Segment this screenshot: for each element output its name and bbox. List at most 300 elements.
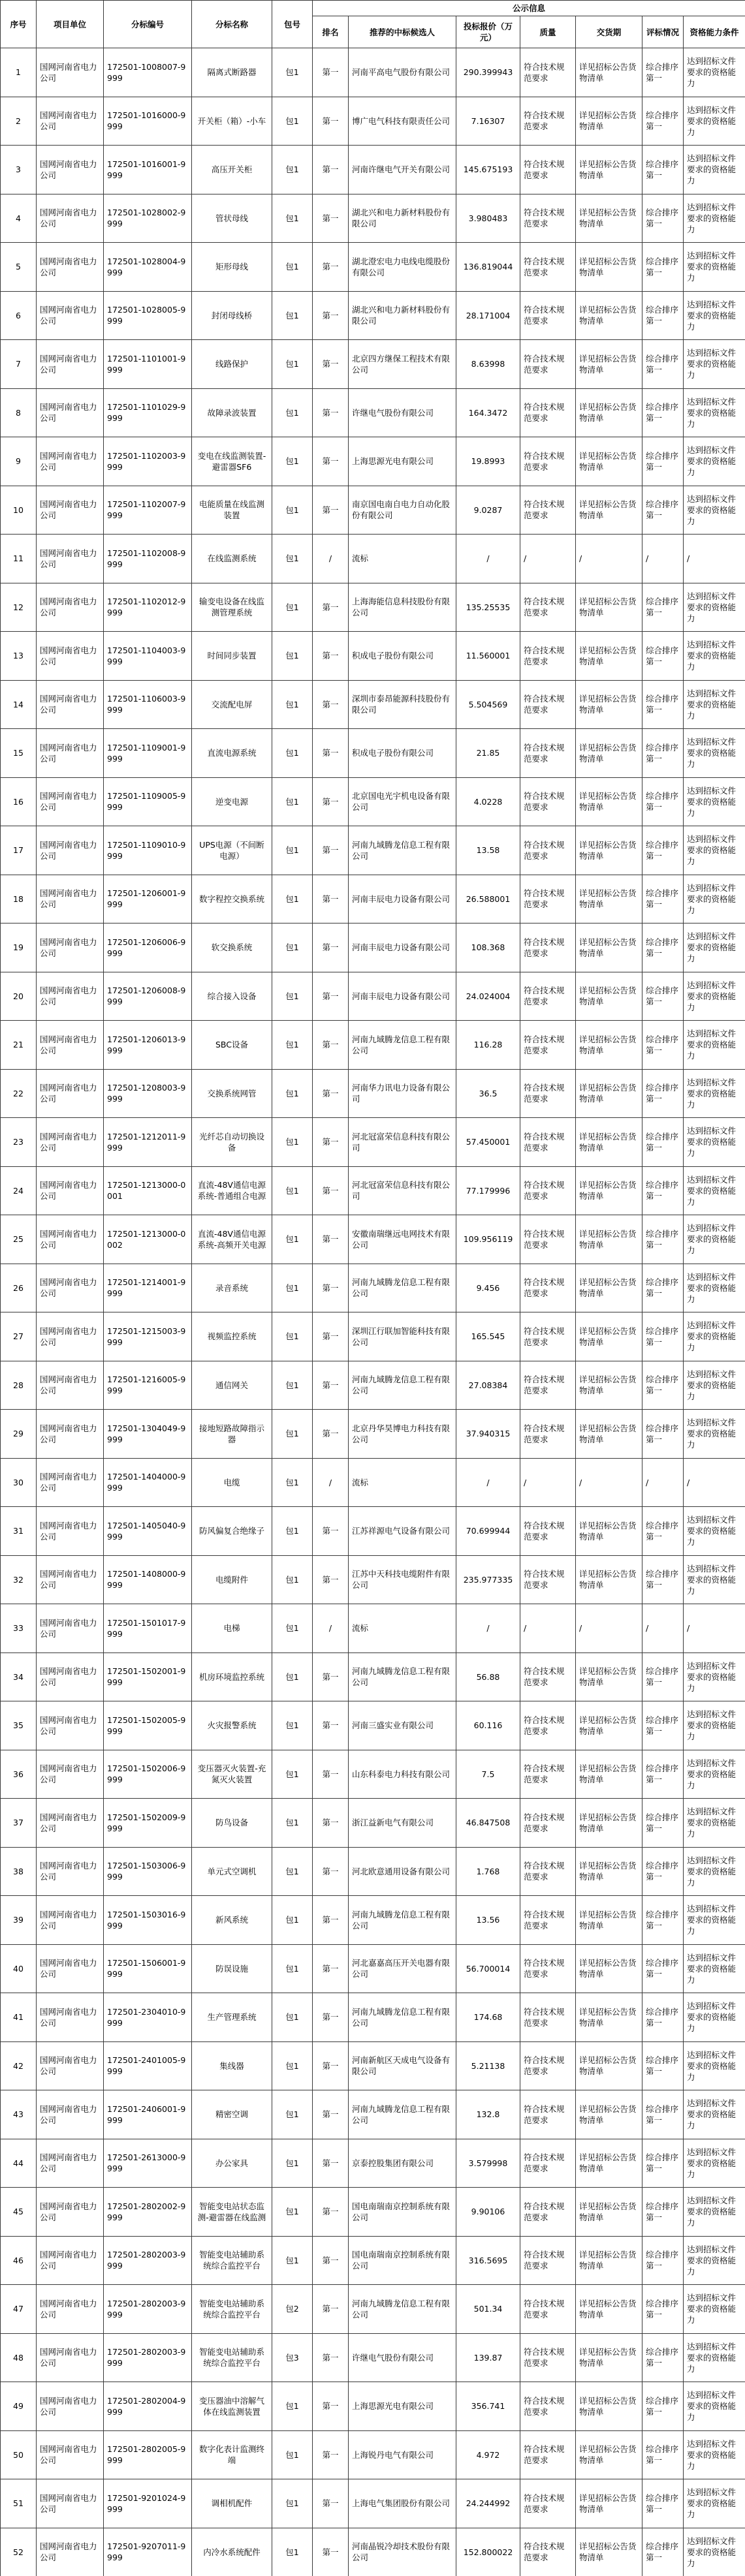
delivery-cell: 详见招标公告货物清单 [576,97,642,146]
quality-cell: / [520,535,576,583]
index-cell: 32 [1,1555,37,1604]
lot-code-cell: 172501-1206006-9999 [104,923,192,972]
table-row [1,2041,745,2090]
qualification-cell: 达到招标文件要求的资格能力 [684,1944,745,1993]
bid-price-cell: 3.579998 [456,2139,520,2188]
package-cell: 包1 [272,1653,313,1701]
lot-code-cell: 172501-1503006-9999 [104,1847,192,1896]
qualification-cell: 达到招标文件要求的资格能力 [684,1166,745,1215]
project-unit-cell: 国网河南省电力公司 [37,583,104,632]
lot-code-cell: 172501-1503016-9999 [104,1896,192,1945]
index-cell: 26 [1,1264,37,1312]
qualification-cell: 达到招标文件要求的资格能力 [684,2188,745,2237]
index-cell: 1 [1,48,37,97]
qualification-cell: 达到招标文件要求的资格能力 [684,2041,745,2090]
delivery-cell: 详见招标公告货物清单 [576,1653,642,1701]
qualification-cell: 达到招标文件要求的资格能力 [684,2333,745,2382]
lot-code-cell: 172501-1208003-9999 [104,1069,192,1118]
candidate-cell: 积成电子股份有限公司 [349,729,456,778]
bid-price-cell: 1.768 [456,1847,520,1896]
bid-price-cell: 13.56 [456,1896,520,1945]
lot-code-cell: 172501-1102007-9999 [104,486,192,535]
lot-code-cell: 172501-1215003-9999 [104,1312,192,1361]
lot-code-cell: 172501-1404000-9999 [104,1458,192,1507]
bid-price-cell: 165.545 [456,1312,520,1361]
evaluation-cell: 综合排序第一 [642,1701,684,1750]
quality-cell: 符合技术规范要求 [520,1264,576,1312]
table-row [1,1507,745,1556]
bid-price-cell: 21.85 [456,729,520,778]
package-cell: 包1 [272,437,313,486]
evaluation-cell: 综合排序第一 [642,1118,684,1167]
bid-price-cell: 174.68 [456,1993,520,2042]
table-row [1,875,745,923]
quality-cell: 符合技术规范要求 [520,777,576,826]
candidate-cell: 国电南瑞南京控制系统有限公司 [349,2188,456,2237]
project-unit-cell: 国网河南省电力公司 [37,388,104,437]
delivery-cell: 详见招标公告货物清单 [576,2430,642,2479]
candidate-cell: 山东科泰电力科技有限公司 [349,1750,456,1799]
package-cell: 包1 [272,388,313,437]
candidate-cell: 北京国电光宇机电设备有限公司 [349,777,456,826]
lot-code-cell: 172501-1502009-9999 [104,1799,192,1848]
lot-name-cell: 数字程控交换系统 [192,875,272,923]
project-unit-cell: 国网河南省电力公司 [37,535,104,583]
bid-price-cell: 132.8 [456,2090,520,2139]
quality-cell: 符合技术规范要求 [520,97,576,146]
index-cell: 43 [1,2090,37,2139]
index-cell: 20 [1,972,37,1021]
index-cell: 44 [1,2139,37,2188]
header-candidate: 推荐的中标候选人 [349,16,456,48]
qualification-cell: / [684,1458,745,1507]
rank-cell: 第一 [313,972,349,1021]
qualification-cell: 达到招标文件要求的资格能力 [684,1701,745,1750]
evaluation-cell: / [642,1604,684,1653]
qualification-cell: 达到招标文件要求的资格能力 [684,632,745,681]
candidate-cell: 河南九域腾龙信息工程有限公司 [349,1896,456,1945]
index-cell: 2 [1,97,37,146]
rank-cell: 第一 [313,632,349,681]
bid-price-cell: 135.25535 [456,583,520,632]
delivery-cell: 详见招标公告货物清单 [576,972,642,1021]
package-cell: 包3 [272,2333,313,2382]
lot-code-cell: 172501-1109005-9999 [104,777,192,826]
qualification-cell: 达到招标文件要求的资格能力 [684,583,745,632]
evaluation-cell: 综合排序第一 [642,243,684,292]
delivery-cell: 详见招标公告货物清单 [576,1944,642,1993]
candidate-cell: 河北欧意通用设备有限公司 [349,1847,456,1896]
package-cell: 包1 [272,2430,313,2479]
package-cell: 包1 [272,194,313,243]
bid-price-cell: 145.675193 [456,146,520,194]
evaluation-cell: 综合排序第一 [642,583,684,632]
package-cell: 包2 [272,2285,313,2334]
lot-name-cell: 防误设施 [192,1944,272,1993]
candidate-cell: 河南九域腾龙信息工程有限公司 [349,1653,456,1701]
delivery-cell: 详见招标公告货物清单 [576,729,642,778]
qualification-cell: 达到招标文件要求的资格能力 [684,875,745,923]
rank-cell: 第一 [313,923,349,972]
rank-cell: 第一 [313,729,349,778]
delivery-cell: 详见招标公告货物清单 [576,146,642,194]
project-unit-cell: 国网河南省电力公司 [37,1847,104,1896]
lot-name-cell: 电梯 [192,1604,272,1653]
rank-cell: 第一 [313,1069,349,1118]
index-cell: 18 [1,875,37,923]
project-unit-cell: 国网河南省电力公司 [37,1458,104,1507]
rank-cell: / [313,1458,349,1507]
rank-cell: 第一 [313,2090,349,2139]
quality-cell: 符合技术规范要求 [520,437,576,486]
project-unit-cell: 国网河南省电力公司 [37,1215,104,1264]
bid-price-cell: 77.179996 [456,1166,520,1215]
candidate-cell: 河北嘉嘉高压开关电器有限公司 [349,1944,456,1993]
table-row [1,291,745,340]
package-cell: 包1 [272,2528,313,2576]
bid-price-cell: 5.21138 [456,2041,520,2090]
lot-name-cell: 矩形母线 [192,243,272,292]
table-row [1,437,745,486]
package-cell: 包1 [272,826,313,875]
package-cell: 包1 [272,875,313,923]
delivery-cell: 详见招标公告货物清单 [576,2090,642,2139]
qualification-cell: 达到招标文件要求的资格能力 [684,1507,745,1556]
package-cell: 包1 [272,340,313,389]
project-unit-cell: 国网河南省电力公司 [37,194,104,243]
lot-name-cell: 防鸟设备 [192,1799,272,1848]
index-cell: 19 [1,923,37,972]
table-row [1,2236,745,2285]
project-unit-cell: 国网河南省电力公司 [37,680,104,729]
table-row [1,1166,745,1215]
bid-price-cell: 290.399943 [456,48,520,97]
evaluation-cell: 综合排序第一 [642,680,684,729]
evaluation-cell: 综合排序第一 [642,923,684,972]
lot-code-cell: 172501-1206008-9999 [104,972,192,1021]
qualification-cell: 达到招标文件要求的资格能力 [684,1361,745,1410]
evaluation-cell: 综合排序第一 [642,1896,684,1945]
bid-price-cell: 152.800022 [456,2528,520,2576]
rank-cell: 第一 [313,1993,349,2042]
index-cell: 39 [1,1896,37,1945]
package-cell: 包1 [272,243,313,292]
rank-cell: 第一 [313,2528,349,2576]
package-cell: 包1 [272,923,313,972]
quality-cell: 符合技术规范要求 [520,1507,576,1556]
header-qualification: 资格能力条件 [684,16,745,48]
evaluation-cell: 综合排序第一 [642,1993,684,2042]
lot-name-cell: 视频监控系统 [192,1312,272,1361]
table-row [1,388,745,437]
project-unit-cell: 国网河南省电力公司 [37,1653,104,1701]
table-row [1,583,745,632]
evaluation-cell: 综合排序第一 [642,632,684,681]
delivery-cell: 详见招标公告货物清单 [576,2139,642,2188]
candidate-cell: 河南丰辰电力设备有限公司 [349,875,456,923]
rank-cell: 第一 [313,2236,349,2285]
evaluation-cell: 综合排序第一 [642,2139,684,2188]
project-unit-cell: 国网河南省电力公司 [37,2236,104,2285]
lot-name-cell: 交换系统网管 [192,1069,272,1118]
table-row [1,1410,745,1459]
delivery-cell: 详见招标公告货物清单 [576,2333,642,2382]
delivery-cell: / [576,1604,642,1653]
lot-name-cell: 输变电设备在线监测管理系统 [192,583,272,632]
lot-name-cell: 直流-48V通信电源系统-高频开关电源 [192,1215,272,1264]
candidate-cell: 河南九域腾龙信息工程有限公司 [349,826,456,875]
qualification-cell: 达到招标文件要求的资格能力 [684,1264,745,1312]
package-cell: 包1 [272,1701,313,1750]
evaluation-cell: 综合排序第一 [642,875,684,923]
delivery-cell: / [576,535,642,583]
candidate-cell: 河南九域腾龙信息工程有限公司 [349,1993,456,2042]
evaluation-cell: 综合排序第一 [642,1166,684,1215]
evaluation-cell: 综合排序第一 [642,48,684,97]
table-row [1,1069,745,1118]
rank-cell: 第一 [313,1750,349,1799]
rank-cell: 第一 [313,1264,349,1312]
table-row [1,2188,745,2237]
package-cell: 包1 [272,680,313,729]
candidate-cell: 上海锐丹电气有限公司 [349,2430,456,2479]
qualification-cell: 达到招标文件要求的资格能力 [684,2479,745,2528]
package-cell: 包1 [272,535,313,583]
quality-cell: 符合技术规范要求 [520,1069,576,1118]
lot-code-cell: 172501-1216005-9999 [104,1361,192,1410]
quality-cell: 符合技术规范要求 [520,680,576,729]
evaluation-cell: 综合排序第一 [642,2528,684,2576]
delivery-cell: 详见招标公告货物清单 [576,826,642,875]
delivery-cell: 详见招标公告货物清单 [576,1021,642,1070]
candidate-cell: 江苏祥源电气设备有限公司 [349,1507,456,1556]
candidate-cell: 北京四方继保工程技术有限公司 [349,340,456,389]
qualification-cell: 达到招标文件要求的资格能力 [684,1118,745,1167]
lot-code-cell: 172501-1405040-9999 [104,1507,192,1556]
evaluation-cell: 综合排序第一 [642,2041,684,2090]
qualification-cell: 达到招标文件要求的资格能力 [684,340,745,389]
package-cell: 包1 [272,1799,313,1848]
table-row [1,2430,745,2479]
evaluation-cell: 综合排序第一 [642,97,684,146]
qualification-cell: 达到招标文件要求的资格能力 [684,680,745,729]
bid-price-cell: 7.5 [456,1750,520,1799]
qualification-cell: 达到招标文件要求的资格能力 [684,2285,745,2334]
evaluation-cell: 综合排序第一 [642,777,684,826]
rank-cell: 第一 [313,777,349,826]
lot-code-cell: 172501-1502006-9999 [104,1750,192,1799]
project-unit-cell: 国网河南省电力公司 [37,2285,104,2334]
lot-name-cell: SBC设备 [192,1021,272,1070]
table-row [1,146,745,194]
table-row [1,97,745,146]
quality-cell: 符合技术规范要求 [520,1750,576,1799]
package-cell: 包1 [272,1896,313,1945]
package-cell: 包1 [272,2188,313,2237]
quality-cell: 符合技术规范要求 [520,48,576,97]
evaluation-cell: 综合排序第一 [642,486,684,535]
delivery-cell: / [576,1458,642,1507]
evaluation-cell: 综合排序第一 [642,1944,684,1993]
lot-code-cell: 172501-2401005-9999 [104,2041,192,2090]
project-unit-cell: 国网河南省电力公司 [37,1896,104,1945]
project-unit-cell: 国网河南省电力公司 [37,1410,104,1459]
qualification-cell: 达到招标文件要求的资格能力 [684,1993,745,2042]
candidate-cell: 深圳市泰昂能源科技股份有限公司 [349,680,456,729]
table-row [1,1604,745,1653]
bid-price-cell: 27.08384 [456,1361,520,1410]
lot-name-cell: 光纤芯自动切换设备 [192,1118,272,1167]
candidate-cell: 河南九域腾龙信息工程有限公司 [349,1021,456,1070]
table-row [1,1993,745,2042]
rank-cell: 第一 [313,2430,349,2479]
project-unit-cell: 国网河南省电力公司 [37,826,104,875]
qualification-cell: 达到招标文件要求的资格能力 [684,1215,745,1264]
qualification-cell: 达到招标文件要求的资格能力 [684,388,745,437]
table-row [1,923,745,972]
table-row [1,2333,745,2382]
lot-code-cell: 172501-2802003-9999 [104,2285,192,2334]
lot-code-cell: 172501-1102012-9999 [104,583,192,632]
lot-code-cell: 172501-1213000-0001 [104,1166,192,1215]
table-row [1,1458,745,1507]
table-row [1,2090,745,2139]
lot-name-cell: 智能变电站辅助系统综合监控平台 [192,2333,272,2382]
lot-name-cell: 集线器 [192,2041,272,2090]
index-cell: 33 [1,1604,37,1653]
package-cell: 包1 [272,1847,313,1896]
lot-code-cell: 172501-2802005-9999 [104,2430,192,2479]
evaluation-cell: 综合排序第一 [642,1410,684,1459]
table-header [1,1,745,48]
candidate-cell: 河北冠富荣信息科技有限公司 [349,1118,456,1167]
index-cell: 9 [1,437,37,486]
rank-cell: 第一 [313,486,349,535]
candidate-cell: 浙江益新电气有限公司 [349,1799,456,1848]
lot-name-cell: 精密空调 [192,2090,272,2139]
table-row [1,1021,745,1070]
header-quality: 质量 [520,16,576,48]
qualification-cell: 达到招标文件要求的资格能力 [684,1555,745,1604]
bid-price-cell: 9.0287 [456,486,520,535]
lot-code-cell: 172501-1016000-9999 [104,97,192,146]
project-unit-cell: 国网河南省电力公司 [37,2188,104,2237]
lot-name-cell: 生产管理系统 [192,1993,272,2042]
candidate-cell: 南京国电南自电力自动化股份有限公司 [349,486,456,535]
qualification-cell: / [684,535,745,583]
project-unit-cell: 国网河南省电力公司 [37,875,104,923]
lot-code-cell: 172501-1212011-9999 [104,1118,192,1167]
rank-cell: 第一 [313,2333,349,2382]
evaluation-cell: 综合排序第一 [642,2479,684,2528]
candidate-cell: 国电南瑞南京控制系统有限公司 [349,2236,456,2285]
table-row [1,486,745,535]
project-unit-cell: 国网河南省电力公司 [37,1555,104,1604]
evaluation-cell: 综合排序第一 [642,388,684,437]
quality-cell: 符合技术规范要求 [520,2090,576,2139]
index-cell: 52 [1,2528,37,2576]
candidate-cell: 上海海能信息科技股份有限公司 [349,583,456,632]
lot-code-cell: 172501-9207011-9999 [104,2528,192,2576]
qualification-cell: 达到招标文件要求的资格能力 [684,291,745,340]
delivery-cell: 详见招标公告货物清单 [576,1750,642,1799]
lot-code-cell: 172501-1213000-0002 [104,1215,192,1264]
quality-cell: 符合技术规范要求 [520,2236,576,2285]
qualification-cell: 达到招标文件要求的资格能力 [684,2382,745,2431]
delivery-cell: 详见招标公告货物清单 [576,437,642,486]
lot-name-cell: 录音系统 [192,1264,272,1312]
quality-cell: 符合技术规范要求 [520,1944,576,1993]
delivery-cell: 详见招标公告货物清单 [576,1410,642,1459]
table-row [1,48,745,97]
lot-code-cell: 172501-1206013-9999 [104,1021,192,1070]
qualification-cell: 达到招标文件要求的资格能力 [684,2139,745,2188]
bid-price-cell: / [456,535,520,583]
lot-name-cell: 直流电源系统 [192,729,272,778]
rank-cell: 第一 [313,194,349,243]
delivery-cell: 详见招标公告货物清单 [576,1993,642,2042]
project-unit-cell: 国网河南省电力公司 [37,1361,104,1410]
package-cell: 包1 [272,97,313,146]
bid-price-cell: 501.34 [456,2285,520,2334]
evaluation-cell: 综合排序第一 [642,1264,684,1312]
project-unit-cell: 国网河南省电力公司 [37,972,104,1021]
lot-name-cell: 新风系统 [192,1896,272,1945]
candidate-cell: 河南平高电气股份有限公司 [349,48,456,97]
bid-price-cell: 116.28 [456,1021,520,1070]
quality-cell: 符合技术规范要求 [520,388,576,437]
lot-name-cell: 时间同步装置 [192,632,272,681]
bid-price-cell: 164.3472 [456,388,520,437]
lot-name-cell: 智能变电站辅助系统综合监控平台 [192,2285,272,2334]
lot-name-cell: 内冷水系统配件 [192,2528,272,2576]
project-unit-cell: 国网河南省电力公司 [37,2430,104,2479]
delivery-cell: 详见招标公告货物清单 [576,1896,642,1945]
lot-name-cell: 变压器油中溶解气体在线监测装置 [192,2382,272,2431]
lot-code-cell: 172501-1008007-9999 [104,48,192,97]
quality-cell: 符合技术规范要求 [520,1896,576,1945]
quality-cell: 符合技术规范要求 [520,2041,576,2090]
delivery-cell: 详见招标公告货物清单 [576,777,642,826]
project-unit-cell: 国网河南省电力公司 [37,1312,104,1361]
bid-price-cell: / [456,1604,520,1653]
candidate-cell: 湖北兴和电力新材料股份有限公司 [349,291,456,340]
index-cell: 16 [1,777,37,826]
project-unit-cell: 国网河南省电力公司 [37,1021,104,1070]
lot-name-cell: 变电在线监测装置-避雷器SF6 [192,437,272,486]
rank-cell: / [313,1604,349,1653]
candidate-cell: 河南华力讯电力设备有限公司 [349,1069,456,1118]
qualification-cell: 达到招标文件要求的资格能力 [684,923,745,972]
rank-cell: 第一 [313,388,349,437]
index-cell: 42 [1,2041,37,2090]
index-cell: 37 [1,1799,37,1848]
lot-name-cell: 通信网关 [192,1361,272,1410]
rank-cell: 第一 [313,1653,349,1701]
table-row [1,194,745,243]
bid-price-cell: / [456,1458,520,1507]
lot-name-cell: 火灾报警系统 [192,1701,272,1750]
lot-name-cell: 机房环境监控系统 [192,1653,272,1701]
bid-price-cell: 136.819044 [456,243,520,292]
lot-name-cell: 封闭母线桥 [192,291,272,340]
project-unit-cell: 国网河南省电力公司 [37,1166,104,1215]
index-cell: 34 [1,1653,37,1701]
lot-name-cell: 单元式空调机 [192,1847,272,1896]
delivery-cell: 详见招标公告货物清单 [576,291,642,340]
header-package: 包号 [272,1,313,48]
quality-cell: 符合技术规范要求 [520,291,576,340]
